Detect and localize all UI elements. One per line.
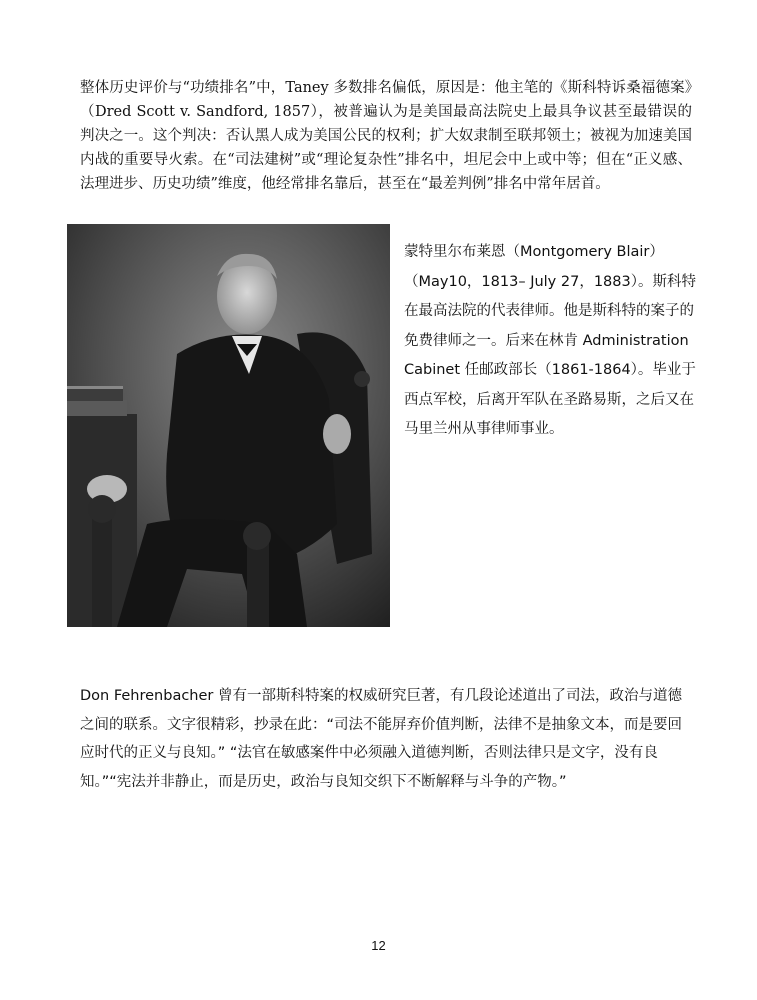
portrait-photo xyxy=(67,224,390,627)
portrait-caption: 蒙特里尔布莱恩（Montgomery Blair）（May10，1813– July 27，1883）。斯科特在最高法院的代表律师。他是斯科特的案子的免费律师之一。后来在林肯 Administration Cabinet 任邮政部长（1861-1864）。毕业于西点军校，后离开军队在圣路易斯，之后又在马里兰州从事律师事业。 xyxy=(404,244,696,437)
closing-paragraph: Don Fehrenbacher 曾有一部斯科特案的权威研究巨著，有几段论述道出了司法，政治与道德之间的联系。文字很精彩，抄录在此：“司法不能屏弃价值判断，法律不是抽象文本，而是要回应时代的正义与良知。” “法官在敏感案件中必须融入道德判断，否则法律只是文字，没有良知。”“宪法并非静止，而是历史，政治与良知交织下不断解释与斗争的产物。” xyxy=(80,688,683,790)
portrait-illustration xyxy=(67,224,390,627)
intro-paragraph: 整体历史评价与“功绩排名”中，Taney 多数排名偏低，原因是：他主笔的《斯科特诉桑福德案》（Dred Scott v. Sandford, 1857），被普遍认为是美国最高法院史上最具争议甚至最错误的判决之一。这个判决：否认黑人成为美国公民的权利；扩大奴隶制至联邦领土；被视为加速美国内战的重要导火索。在“司法建树”或“理论复杂性”排名中，坦尼会中上或中等；但在“正义感、法理进步、历史功绩”维度，他经常排名靠后，甚至在“最差判例”排名中常年居首。 xyxy=(80,80,692,192)
page-number: 12 xyxy=(371,938,386,953)
